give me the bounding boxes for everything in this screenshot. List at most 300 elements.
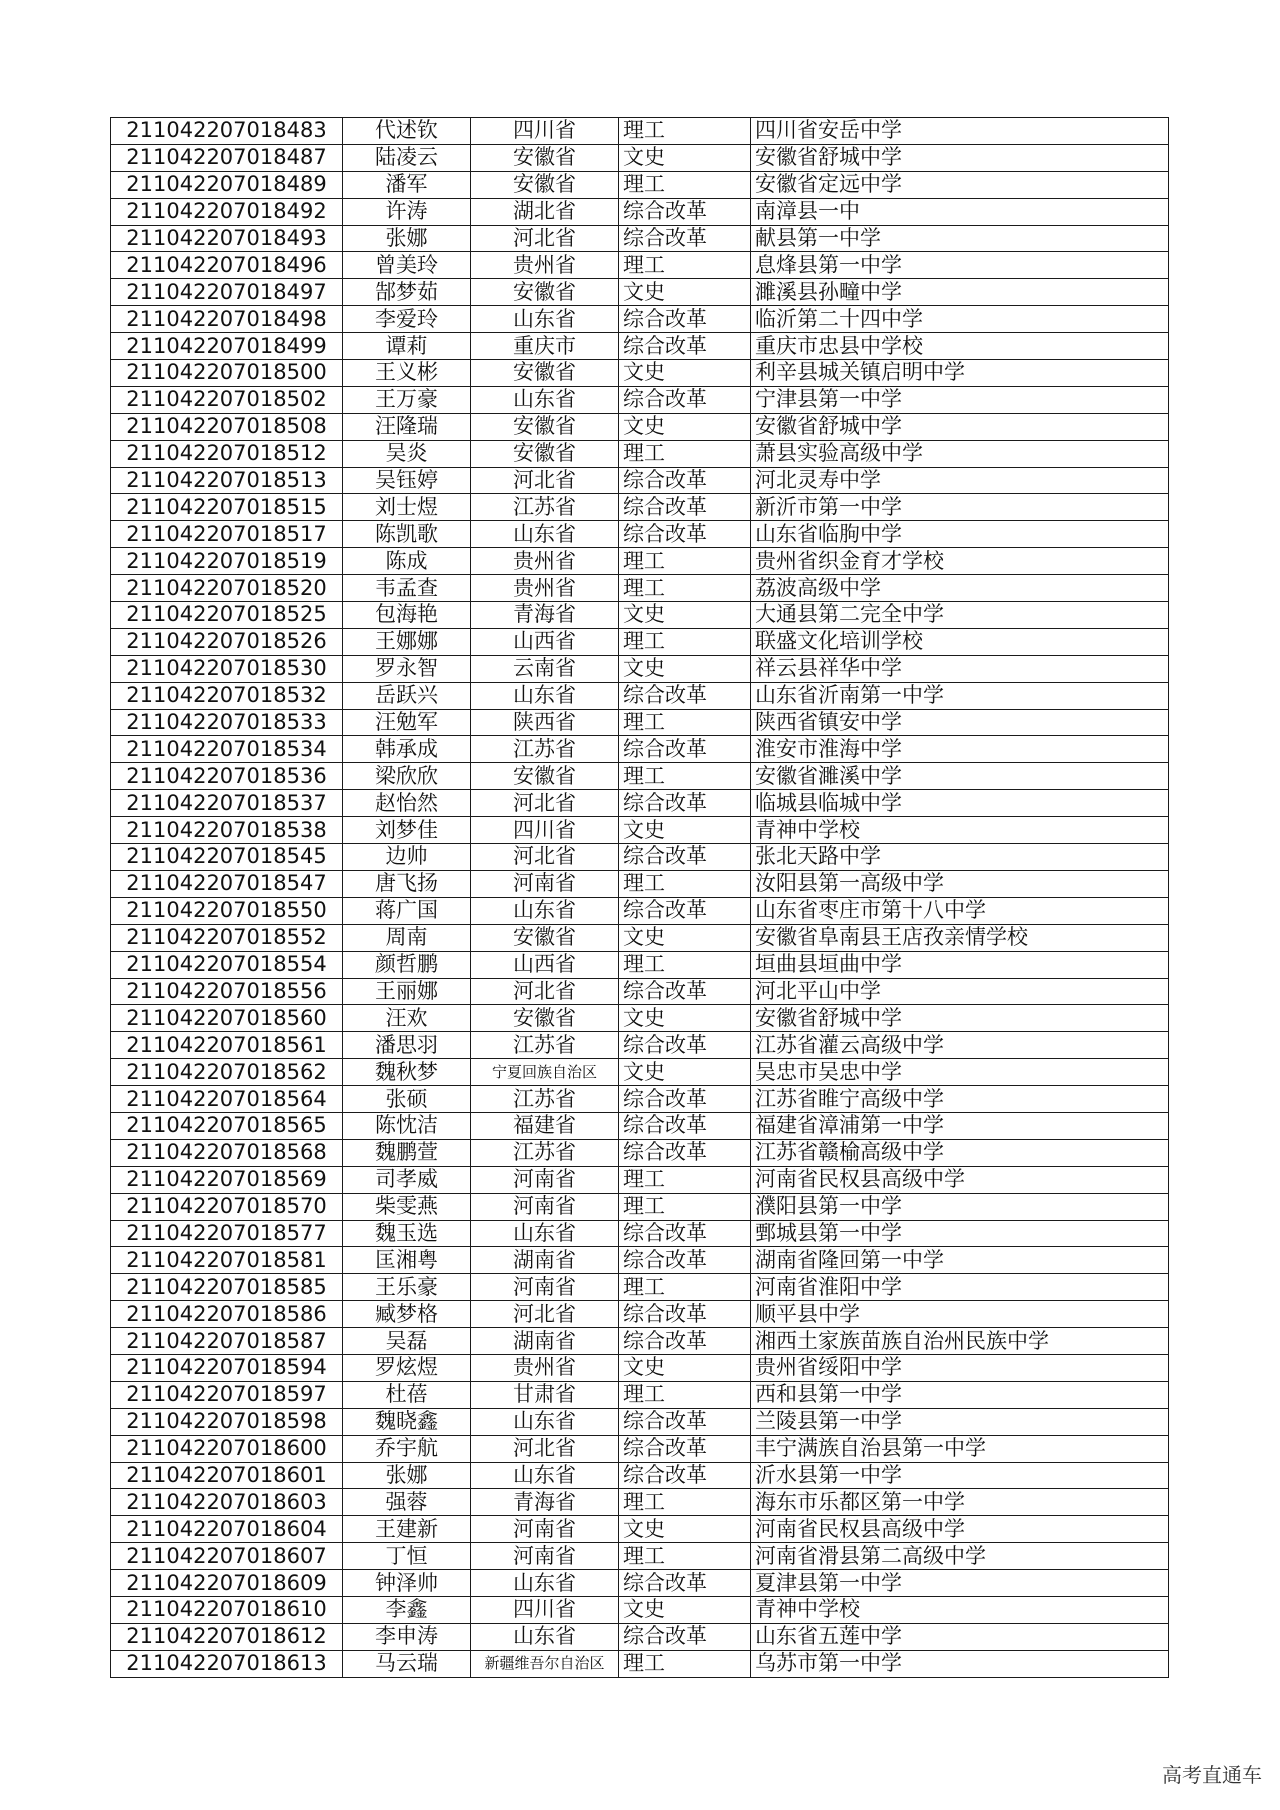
category-cell: 文史 xyxy=(619,1354,751,1381)
school-cell: 河南省滑县第二高级中学 xyxy=(751,1543,1169,1570)
name-cell: 陈凯歌 xyxy=(343,521,471,548)
name-cell: 柴雯燕 xyxy=(343,1193,471,1220)
province-cell: 安徽省 xyxy=(471,763,619,790)
province-cell: 山东省 xyxy=(471,682,619,709)
name-cell: 李申涛 xyxy=(343,1623,471,1650)
province-cell: 山东省 xyxy=(471,1623,619,1650)
category-cell: 综合改革 xyxy=(619,1623,751,1650)
name-cell: 吴钰婷 xyxy=(343,467,471,494)
province-cell: 云南省 xyxy=(471,655,619,682)
school-cell: 海东市乐都区第一中学 xyxy=(751,1489,1169,1516)
table-row xyxy=(111,252,1169,279)
school-cell: 山东省沂南第一中学 xyxy=(751,682,1169,709)
school-cell: 联盛文化培训学校 xyxy=(751,628,1169,655)
school-cell: 湘西土家族苗族自治州民族中学 xyxy=(751,1328,1169,1355)
name-cell: 赵怡然 xyxy=(343,790,471,817)
table-row xyxy=(111,1247,1169,1274)
name-cell: 周南 xyxy=(343,924,471,951)
table-row xyxy=(111,225,1169,252)
table-row xyxy=(111,306,1169,333)
school-cell: 青神中学校 xyxy=(751,817,1169,844)
school-cell: 江苏省睢宁高级中学 xyxy=(751,1086,1169,1113)
school-cell: 安徽省舒城中学 xyxy=(751,144,1169,171)
table-row xyxy=(111,118,1169,145)
school-cell: 沂水县第一中学 xyxy=(751,1462,1169,1489)
name-cell: 许涛 xyxy=(343,198,471,225)
province-cell: 河南省 xyxy=(471,1516,619,1543)
category-cell: 文史 xyxy=(619,924,751,951)
exam-id-cell: 211042207018577 xyxy=(111,1220,343,1247)
school-cell: 安徽省濉溪中学 xyxy=(751,763,1169,790)
name-cell: 臧梦格 xyxy=(343,1301,471,1328)
table-row xyxy=(111,817,1169,844)
school-cell: 河北平山中学 xyxy=(751,978,1169,1005)
category-cell: 综合改革 xyxy=(619,897,751,924)
school-cell: 贵州省织金育才学校 xyxy=(751,548,1169,575)
category-cell: 综合改革 xyxy=(619,333,751,360)
province-cell: 陕西省 xyxy=(471,709,619,736)
table-row xyxy=(111,951,1169,978)
province-cell: 山东省 xyxy=(471,386,619,413)
province-cell: 山东省 xyxy=(471,1462,619,1489)
school-cell: 江苏省灌云高级中学 xyxy=(751,1032,1169,1059)
table-row xyxy=(111,548,1169,575)
category-cell: 综合改革 xyxy=(619,225,751,252)
province-cell: 河北省 xyxy=(471,844,619,871)
category-cell: 综合改革 xyxy=(619,844,751,871)
school-cell: 西和县第一中学 xyxy=(751,1381,1169,1408)
school-cell: 淮安市淮海中学 xyxy=(751,736,1169,763)
category-cell: 综合改革 xyxy=(619,1570,751,1597)
school-cell: 丰宁满族自治县第一中学 xyxy=(751,1435,1169,1462)
school-cell: 贵州省绥阳中学 xyxy=(751,1354,1169,1381)
province-cell: 山东省 xyxy=(471,521,619,548)
exam-id-cell: 211042207018517 xyxy=(111,521,343,548)
table-row xyxy=(111,1220,1169,1247)
province-cell: 江苏省 xyxy=(471,494,619,521)
table-row xyxy=(111,978,1169,1005)
category-cell: 文史 xyxy=(619,1059,751,1086)
school-cell: 南漳县一中 xyxy=(751,198,1169,225)
exam-id-cell: 211042207018489 xyxy=(111,171,343,198)
table-row xyxy=(111,1005,1169,1032)
category-cell: 综合改革 xyxy=(619,1112,751,1139)
exam-id-cell: 211042207018515 xyxy=(111,494,343,521)
school-cell: 息烽县第一中学 xyxy=(751,252,1169,279)
name-cell: 钟泽帅 xyxy=(343,1570,471,1597)
table-row xyxy=(111,870,1169,897)
province-cell: 四川省 xyxy=(471,817,619,844)
school-cell: 大通县第二完全中学 xyxy=(751,602,1169,629)
table-row xyxy=(111,279,1169,306)
category-cell: 理工 xyxy=(619,1381,751,1408)
province-cell: 贵州省 xyxy=(471,1354,619,1381)
name-cell: 张硕 xyxy=(343,1086,471,1113)
table-row xyxy=(111,1059,1169,1086)
table-row xyxy=(111,144,1169,171)
school-cell: 顺平县中学 xyxy=(751,1301,1169,1328)
province-cell: 山东省 xyxy=(471,306,619,333)
school-cell: 兰陵县第一中学 xyxy=(751,1408,1169,1435)
category-cell: 理工 xyxy=(619,575,751,602)
province-cell: 河北省 xyxy=(471,790,619,817)
name-cell: 张娜 xyxy=(343,225,471,252)
name-cell: 汪欢 xyxy=(343,1005,471,1032)
name-cell: 陆凌云 xyxy=(343,144,471,171)
category-cell: 文史 xyxy=(619,1516,751,1543)
category-cell: 综合改革 xyxy=(619,306,751,333)
name-cell: 汪勉军 xyxy=(343,709,471,736)
exam-id-cell: 211042207018538 xyxy=(111,817,343,844)
school-cell: 汝阳县第一高级中学 xyxy=(751,870,1169,897)
name-cell: 魏鹏萱 xyxy=(343,1139,471,1166)
province-cell: 安徽省 xyxy=(471,279,619,306)
category-cell: 综合改革 xyxy=(619,1086,751,1113)
name-cell: 潘思羽 xyxy=(343,1032,471,1059)
table-row xyxy=(111,682,1169,709)
province-cell: 四川省 xyxy=(471,118,619,145)
name-cell: 岳跃兴 xyxy=(343,682,471,709)
exam-id-cell: 211042207018597 xyxy=(111,1381,343,1408)
exam-id-cell: 211042207018594 xyxy=(111,1354,343,1381)
category-cell: 理工 xyxy=(619,440,751,467)
category-cell: 综合改革 xyxy=(619,1139,751,1166)
exam-id-cell: 211042207018607 xyxy=(111,1543,343,1570)
table-row xyxy=(111,1354,1169,1381)
school-cell: 重庆市忠县中学校 xyxy=(751,333,1169,360)
school-cell: 安徽省定远中学 xyxy=(751,171,1169,198)
province-cell: 重庆市 xyxy=(471,333,619,360)
name-cell: 乔宇航 xyxy=(343,1435,471,1462)
category-cell: 文史 xyxy=(619,144,751,171)
school-cell: 山东省五莲中学 xyxy=(751,1623,1169,1650)
exam-id-cell: 211042207018492 xyxy=(111,198,343,225)
province-cell: 山东省 xyxy=(471,1570,619,1597)
name-cell: 边帅 xyxy=(343,844,471,871)
category-cell: 文史 xyxy=(619,279,751,306)
province-cell: 江苏省 xyxy=(471,1032,619,1059)
name-cell: 王义彬 xyxy=(343,360,471,387)
name-cell: 潘军 xyxy=(343,171,471,198)
exam-id-cell: 211042207018512 xyxy=(111,440,343,467)
category-cell: 文史 xyxy=(619,1005,751,1032)
province-cell: 山东省 xyxy=(471,897,619,924)
province-cell: 青海省 xyxy=(471,1489,619,1516)
province-cell: 江苏省 xyxy=(471,1086,619,1113)
school-cell: 濉溪县孙疃中学 xyxy=(751,279,1169,306)
province-cell: 山西省 xyxy=(471,951,619,978)
name-cell: 郜梦茹 xyxy=(343,279,471,306)
category-cell: 理工 xyxy=(619,1166,751,1193)
school-cell: 青神中学校 xyxy=(751,1596,1169,1623)
exam-id-cell: 211042207018570 xyxy=(111,1193,343,1220)
province-cell: 山西省 xyxy=(471,628,619,655)
school-cell: 临城县临城中学 xyxy=(751,790,1169,817)
exam-id-cell: 211042207018562 xyxy=(111,1059,343,1086)
category-cell: 文史 xyxy=(619,360,751,387)
province-cell: 新疆维吾尔自治区 xyxy=(471,1650,619,1677)
name-cell: 陈忱洁 xyxy=(343,1112,471,1139)
name-cell: 李爱玲 xyxy=(343,306,471,333)
table-row xyxy=(111,575,1169,602)
province-cell: 甘肃省 xyxy=(471,1381,619,1408)
school-cell: 荔波高级中学 xyxy=(751,575,1169,602)
name-cell: 王娜娜 xyxy=(343,628,471,655)
name-cell: 王乐豪 xyxy=(343,1274,471,1301)
table-row xyxy=(111,386,1169,413)
table-row xyxy=(111,1543,1169,1570)
category-cell: 综合改革 xyxy=(619,1408,751,1435)
school-cell: 安徽省舒城中学 xyxy=(751,1005,1169,1032)
category-cell: 综合改革 xyxy=(619,1032,751,1059)
table-row xyxy=(111,440,1169,467)
category-cell: 文史 xyxy=(619,1596,751,1623)
category-cell: 综合改革 xyxy=(619,1328,751,1355)
exam-id-cell: 211042207018610 xyxy=(111,1596,343,1623)
province-cell: 河北省 xyxy=(471,1301,619,1328)
school-cell: 河南省民权县高级中学 xyxy=(751,1166,1169,1193)
category-cell: 综合改革 xyxy=(619,1435,751,1462)
province-cell: 安徽省 xyxy=(471,144,619,171)
name-cell: 罗永智 xyxy=(343,655,471,682)
school-cell: 濮阳县第一中学 xyxy=(751,1193,1169,1220)
exam-id-cell: 211042207018545 xyxy=(111,844,343,871)
exam-id-cell: 211042207018526 xyxy=(111,628,343,655)
roster-body xyxy=(111,118,1169,1678)
province-cell: 河南省 xyxy=(471,1543,619,1570)
province-cell: 湖南省 xyxy=(471,1328,619,1355)
category-cell: 综合改革 xyxy=(619,386,751,413)
school-cell: 献县第一中学 xyxy=(751,225,1169,252)
province-cell: 安徽省 xyxy=(471,924,619,951)
category-cell: 理工 xyxy=(619,548,751,575)
exam-id-cell: 211042207018497 xyxy=(111,279,343,306)
category-cell: 综合改革 xyxy=(619,198,751,225)
table-row xyxy=(111,360,1169,387)
school-cell: 河南省淮阳中学 xyxy=(751,1274,1169,1301)
province-cell: 安徽省 xyxy=(471,440,619,467)
table-row xyxy=(111,1032,1169,1059)
name-cell: 强蓉 xyxy=(343,1489,471,1516)
exam-id-cell: 211042207018601 xyxy=(111,1462,343,1489)
province-cell: 河南省 xyxy=(471,1166,619,1193)
school-cell: 陕西省镇安中学 xyxy=(751,709,1169,736)
table-row xyxy=(111,521,1169,548)
exam-id-cell: 211042207018500 xyxy=(111,360,343,387)
school-cell: 临沂第二十四中学 xyxy=(751,306,1169,333)
name-cell: 唐飞扬 xyxy=(343,870,471,897)
table-row xyxy=(111,1139,1169,1166)
table-row xyxy=(111,413,1169,440)
table-row xyxy=(111,1570,1169,1597)
table-row xyxy=(111,1623,1169,1650)
school-cell: 祥云县祥华中学 xyxy=(751,655,1169,682)
table-row xyxy=(111,1381,1169,1408)
exam-id-cell: 211042207018520 xyxy=(111,575,343,602)
exam-id-cell: 211042207018536 xyxy=(111,763,343,790)
category-cell: 理工 xyxy=(619,118,751,145)
province-cell: 安徽省 xyxy=(471,413,619,440)
exam-id-cell: 211042207018534 xyxy=(111,736,343,763)
category-cell: 理工 xyxy=(619,252,751,279)
category-cell: 综合改革 xyxy=(619,521,751,548)
admission-roster-table xyxy=(110,117,1169,1678)
category-cell: 综合改革 xyxy=(619,790,751,817)
table-row xyxy=(111,1462,1169,1489)
school-cell: 夏津县第一中学 xyxy=(751,1570,1169,1597)
exam-id-cell: 211042207018603 xyxy=(111,1489,343,1516)
category-cell: 综合改革 xyxy=(619,467,751,494)
name-cell: 梁欣欣 xyxy=(343,763,471,790)
table-row xyxy=(111,790,1169,817)
name-cell: 李鑫 xyxy=(343,1596,471,1623)
exam-id-cell: 211042207018564 xyxy=(111,1086,343,1113)
table-row xyxy=(111,1274,1169,1301)
table-row xyxy=(111,1112,1169,1139)
exam-id-cell: 211042207018550 xyxy=(111,897,343,924)
province-cell: 青海省 xyxy=(471,602,619,629)
school-cell: 福建省漳浦第一中学 xyxy=(751,1112,1169,1139)
exam-id-cell: 211042207018530 xyxy=(111,655,343,682)
name-cell: 曾美玲 xyxy=(343,252,471,279)
name-cell: 吴炎 xyxy=(343,440,471,467)
name-cell: 丁恒 xyxy=(343,1543,471,1570)
table-row xyxy=(111,1193,1169,1220)
name-cell: 张娜 xyxy=(343,1462,471,1489)
category-cell: 理工 xyxy=(619,1543,751,1570)
province-cell: 河北省 xyxy=(471,1435,619,1462)
table-row xyxy=(111,736,1169,763)
school-cell: 河南省民权县高级中学 xyxy=(751,1516,1169,1543)
school-cell: 张北天路中学 xyxy=(751,844,1169,871)
province-cell: 河北省 xyxy=(471,978,619,1005)
province-cell: 安徽省 xyxy=(471,360,619,387)
table-row xyxy=(111,709,1169,736)
exam-id-cell: 211042207018612 xyxy=(111,1623,343,1650)
province-cell: 湖北省 xyxy=(471,198,619,225)
table-row xyxy=(111,844,1169,871)
province-cell: 福建省 xyxy=(471,1112,619,1139)
category-cell: 理工 xyxy=(619,870,751,897)
name-cell: 韩承成 xyxy=(343,736,471,763)
table-row xyxy=(111,1435,1169,1462)
school-cell: 四川省安岳中学 xyxy=(751,118,1169,145)
province-cell: 河南省 xyxy=(471,870,619,897)
exam-id-cell: 211042207018565 xyxy=(111,1112,343,1139)
table-row xyxy=(111,1328,1169,1355)
exam-id-cell: 211042207018604 xyxy=(111,1516,343,1543)
table-row xyxy=(111,1086,1169,1113)
province-cell: 河北省 xyxy=(471,225,619,252)
exam-id-cell: 211042207018487 xyxy=(111,144,343,171)
category-cell: 文史 xyxy=(619,413,751,440)
table-row xyxy=(111,1650,1169,1677)
exam-id-cell: 211042207018581 xyxy=(111,1247,343,1274)
province-cell: 贵州省 xyxy=(471,548,619,575)
province-cell: 河南省 xyxy=(471,1274,619,1301)
table-row xyxy=(111,198,1169,225)
name-cell: 吴磊 xyxy=(343,1328,471,1355)
school-cell: 吴忠市吴忠中学 xyxy=(751,1059,1169,1086)
name-cell: 陈成 xyxy=(343,548,471,575)
category-cell: 文史 xyxy=(619,602,751,629)
school-cell: 安徽省舒城中学 xyxy=(751,413,1169,440)
name-cell: 魏晓鑫 xyxy=(343,1408,471,1435)
table-row xyxy=(111,467,1169,494)
school-cell: 安徽省阜南县王店孜亲情学校 xyxy=(751,924,1169,951)
school-cell: 江苏省赣榆高级中学 xyxy=(751,1139,1169,1166)
name-cell: 罗炫煜 xyxy=(343,1354,471,1381)
category-cell: 文史 xyxy=(619,655,751,682)
exam-id-cell: 211042207018613 xyxy=(111,1650,343,1677)
category-cell: 理工 xyxy=(619,1193,751,1220)
name-cell: 韦孟查 xyxy=(343,575,471,602)
exam-id-cell: 211042207018554 xyxy=(111,951,343,978)
table-row xyxy=(111,333,1169,360)
table-row xyxy=(111,897,1169,924)
exam-id-cell: 211042207018552 xyxy=(111,924,343,951)
name-cell: 包海艳 xyxy=(343,602,471,629)
table-row xyxy=(111,494,1169,521)
name-cell: 颜哲鹏 xyxy=(343,951,471,978)
exam-id-cell: 211042207018493 xyxy=(111,225,343,252)
school-cell: 新沂市第一中学 xyxy=(751,494,1169,521)
province-cell: 江苏省 xyxy=(471,736,619,763)
table-row xyxy=(111,602,1169,629)
name-cell: 谭莉 xyxy=(343,333,471,360)
exam-id-cell: 211042207018609 xyxy=(111,1570,343,1597)
name-cell: 杜蓓 xyxy=(343,1381,471,1408)
exam-id-cell: 211042207018568 xyxy=(111,1139,343,1166)
school-cell: 宁津县第一中学 xyxy=(751,386,1169,413)
exam-id-cell: 211042207018561 xyxy=(111,1032,343,1059)
category-cell: 理工 xyxy=(619,1489,751,1516)
exam-id-cell: 211042207018498 xyxy=(111,306,343,333)
exam-id-cell: 211042207018556 xyxy=(111,978,343,1005)
table-row xyxy=(111,1596,1169,1623)
name-cell: 代述钦 xyxy=(343,118,471,145)
category-cell: 综合改革 xyxy=(619,1220,751,1247)
name-cell: 蒋广国 xyxy=(343,897,471,924)
category-cell: 理工 xyxy=(619,1274,751,1301)
name-cell: 王建新 xyxy=(343,1516,471,1543)
exam-id-cell: 211042207018586 xyxy=(111,1301,343,1328)
name-cell: 魏秋梦 xyxy=(343,1059,471,1086)
exam-id-cell: 211042207018537 xyxy=(111,790,343,817)
category-cell: 综合改革 xyxy=(619,978,751,1005)
category-cell: 理工 xyxy=(619,709,751,736)
table-row xyxy=(111,763,1169,790)
name-cell: 王万豪 xyxy=(343,386,471,413)
exam-id-cell: 211042207018569 xyxy=(111,1166,343,1193)
exam-id-cell: 211042207018598 xyxy=(111,1408,343,1435)
category-cell: 综合改革 xyxy=(619,494,751,521)
exam-id-cell: 211042207018502 xyxy=(111,386,343,413)
table-row xyxy=(111,1166,1169,1193)
province-cell: 宁夏回族自治区 xyxy=(471,1059,619,1086)
province-cell: 河南省 xyxy=(471,1193,619,1220)
exam-id-cell: 211042207018513 xyxy=(111,467,343,494)
province-cell: 贵州省 xyxy=(471,252,619,279)
category-cell: 理工 xyxy=(619,171,751,198)
school-cell: 山东省枣庄市第十八中学 xyxy=(751,897,1169,924)
school-cell: 垣曲县垣曲中学 xyxy=(751,951,1169,978)
exam-id-cell: 211042207018560 xyxy=(111,1005,343,1032)
table-row xyxy=(111,1301,1169,1328)
table-row xyxy=(111,655,1169,682)
table-row xyxy=(111,628,1169,655)
watermark: 高考直通车 xyxy=(1162,1763,1262,1787)
